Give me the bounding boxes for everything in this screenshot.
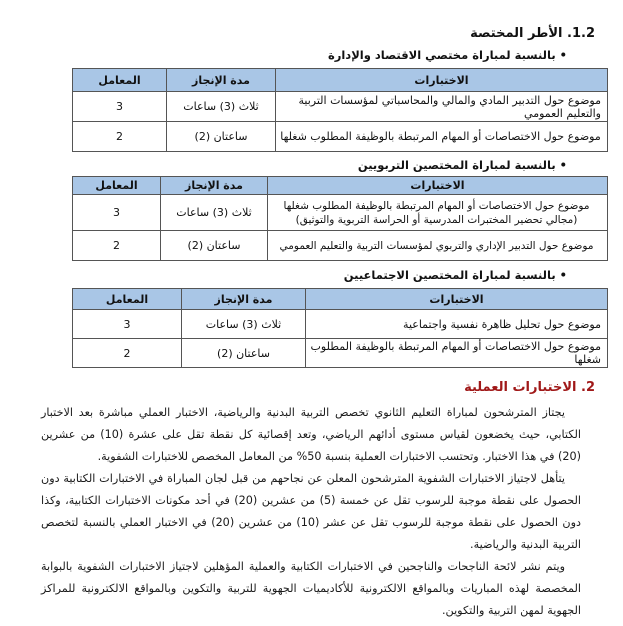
table-row <box>73 231 608 261</box>
table-economics-admin <box>72 68 608 152</box>
duration-cell: ساعتان (2) <box>167 122 276 152</box>
duration-cell: ثلاث (3) ساعات <box>182 310 306 339</box>
section-title: 1.2. الأطر المختصة <box>470 26 595 41</box>
duration-cell: ثلاث (3) ساعات <box>161 195 268 231</box>
test-cell: موضوع حول الاختصاصات أو المهام المرتبطة بالوظيفة المطلوب شغلها <box>276 122 608 152</box>
paragraph-text: ويتم نشر لائحة الناجحات والناجحين في الاختبارات الكتابية والعملية المؤهلين لاجتياز الاختبارات الشفوية بالبوابة المخصصة لهذه المباريات وبالمواقع الالكترونية للأكاديميات الجهوية للتربية والتكوين وبالمواقع الالكترونية للمراكز الجهوية لمهن التربية والتكوين. <box>41 560 581 617</box>
header-coefficient: المعامل <box>73 69 167 92</box>
bullet-icon: • <box>559 158 567 172</box>
duration-cell: ساعتان (2) <box>161 231 268 261</box>
header-duration: مدة الإنجاز <box>167 69 276 92</box>
paragraph-practical-2 <box>41 468 581 556</box>
table-row <box>73 122 608 152</box>
paragraph-text: يتأهل لاجتياز الاختبارات الشفوية المترشحون المعلن عن نجاحهم من قبل لجان المباراة في الاختبارات الكتابية دون الحصول على نقطة موجبة للرسوب تقل عن خمسة (5) من عشرين (20) في أحد مكونات الاختبارات الكتابية، وكذا دون الحصول على نقطة موجبة للرسوب تقل عن عشر (10) من عشرين (20) في الاختبار العملي بالنسبة لتخصص التربية البدنية والرياضية. <box>41 472 581 551</box>
group-3-heading-text: بالنسبة لمباراة المختصين الاجتماعيين <box>343 268 556 282</box>
test-line-2: (مجالي تحضير المختبرات المدرسية أو الحراسة التربوية والتوثيق) <box>295 213 578 226</box>
paragraph-text: يجتاز المترشحون لمباراة التعليم الثانوي تخصص التربية البدنية والرياضية، الاختبار العملي مباشرة بعد الاختبار الكتابي، حيث يخضعون لقياس مستوى أدائهم الرياضي، وتعد إقصائية كل نقطة تقل على عشرة (10) من عشرين (20) في هذا الاختبار. وتحتسب الاختبارات العملية بنسبة 50% من المعامل المخصص للاختبارات الشفوية. <box>41 406 581 463</box>
table-row <box>73 310 608 339</box>
table-row <box>73 195 608 231</box>
group-1-heading <box>328 48 567 62</box>
table-header-row <box>73 177 608 195</box>
coefficient-cell: 2 <box>73 231 161 261</box>
header-coefficient: المعامل <box>73 289 182 310</box>
test-cell: موضوع حول التدبير الإداري والتربوي لمؤسسات التربية والتعليم العمومي <box>268 231 608 261</box>
duration-cell: ساعتان (2) <box>182 339 306 368</box>
duration-cell: ثلاث (3) ساعات <box>167 92 276 122</box>
test-cell: موضوع حول التدبير المادي والمالي والمحاسباتي لمؤسسات التربية والتعليم العمومي <box>276 92 608 122</box>
coefficient-cell: 3 <box>73 195 161 231</box>
group-2-heading-text: بالنسبة لمباراة المختصين التربويين <box>357 158 556 172</box>
header-tests: الاختبارات <box>276 69 608 92</box>
paragraph-practical-3 <box>41 556 581 622</box>
table-row <box>73 92 608 122</box>
bullet-icon: • <box>559 48 567 62</box>
group-2-heading <box>358 158 567 172</box>
table-header-row <box>73 69 608 92</box>
header-duration: مدة الإنجاز <box>161 177 268 195</box>
test-cell <box>268 195 608 231</box>
group-3-heading <box>344 268 567 282</box>
table-header-row <box>73 289 608 310</box>
header-tests: الاختبارات <box>306 289 608 310</box>
header-duration: مدة الإنجاز <box>182 289 306 310</box>
table-educational-specialists <box>72 176 608 261</box>
coefficient-cell: 3 <box>73 92 167 122</box>
practical-tests-title: 2. الاختبارات العملية <box>464 380 595 395</box>
coefficient-cell: 3 <box>73 310 182 339</box>
header-tests: الاختبارات <box>268 177 608 195</box>
group-1-heading-text: بالنسبة لمباراة مختصي الاقتصاد والإدارة <box>327 48 556 62</box>
test-line-1: موضوع حول الاختصاصات أو المهام المرتبطة بالوظيفة المطلوب شغلها <box>283 199 590 212</box>
table-social-specialists <box>72 288 608 368</box>
header-coefficient: المعامل <box>73 177 161 195</box>
table-row <box>73 339 608 368</box>
paragraph-practical-1 <box>41 402 581 468</box>
bullet-icon: • <box>559 268 567 282</box>
test-cell: موضوع حول الاختصاصات أو المهام المرتبطة بالوظيفة المطلوب شغلها <box>306 339 608 368</box>
coefficient-cell: 2 <box>73 122 167 152</box>
test-cell: موضوع حول تحليل ظاهرة نفسية واجتماعية <box>306 310 608 339</box>
coefficient-cell: 2 <box>73 339 182 368</box>
